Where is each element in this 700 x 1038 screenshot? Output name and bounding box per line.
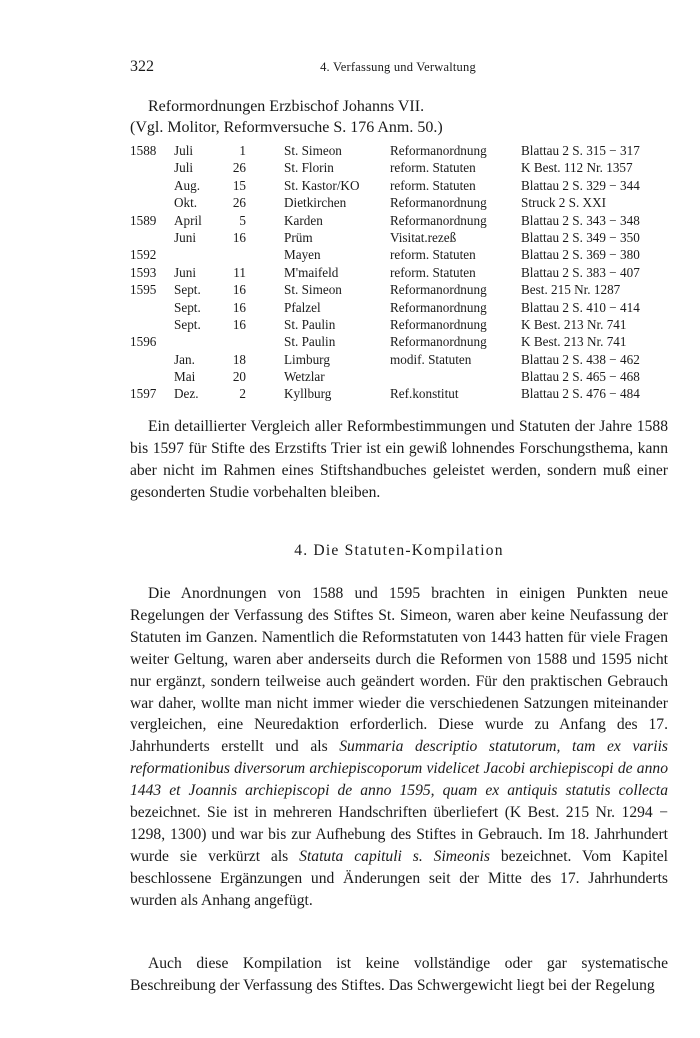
cell-source: Blattau 2 S. 465 − 468 xyxy=(521,369,640,385)
cell-place: Prüm xyxy=(284,229,313,245)
cell-kind: modif. Statuten xyxy=(390,351,472,367)
table-row xyxy=(130,300,667,317)
cell-day: 11 xyxy=(233,264,246,280)
cell-source: Blattau 2 S. 329 − 344 xyxy=(521,177,640,193)
cell-year xyxy=(130,352,174,369)
cell-source: K Best. 213 Nr. 741 xyxy=(521,316,627,332)
paragraph-statute-compilation xyxy=(130,583,668,912)
cell-kind: Reformanordnung xyxy=(390,143,487,158)
cell-spacer xyxy=(246,300,284,317)
cell-spacer xyxy=(246,282,284,299)
paragraph-text: Auch diese Kompilation ist keine vollständige oder gar systematische Beschreibung der Verfassung des Stiftes. Das Schwergewicht liegt bei der Regelung xyxy=(130,955,668,994)
cell-month: Juni xyxy=(174,229,196,245)
cell-month: Mai xyxy=(174,369,196,385)
table-row xyxy=(130,143,667,160)
cell-year: 1592 xyxy=(130,247,157,263)
cell-source: Blattau 2 S. 476 − 484 xyxy=(521,386,640,402)
cell-month: April xyxy=(174,212,202,228)
latin-title: Summaria descriptio statutorum, tam ex variis reformationibus diversorum archiepiscoporum videlicet Jacobi archiepiscopi de anno 1443 et Joannis archiepiscopi de anno 1595, quam ex antiquis statutis collecta xyxy=(130,738,668,800)
cell-place: Limburg xyxy=(284,351,330,367)
cell-place: Dietkirchen xyxy=(284,195,347,211)
cell-place: St. Kastor/KO xyxy=(284,177,360,193)
text-run: Die Anordnungen von 1588 und 1595 brachten in einigen Punkten neue Regelungen der Verfassung des Stiftes St. Simeon, waren aber keine Neufassung der Statuten im Ganzen. Namentlich die Reformstatuten von 1443 hatten für viele Fragen weiter Geltung, waren aber anderseits durch die Reformen von 1588 und 1595 nicht nur ergänzt, sondern teilweise auch geändert worden. Für den praktischen Gebrauch war daher, wollte man nicht immer wieder die verschiedenen Satzungen miteinander vergleichen, eine Neuredaktion erforderlich. Diese wurde zu Anfang des 17. Jahrhunderts erstellt und als xyxy=(130,585,668,756)
cell-kind: Reformanordnung xyxy=(390,195,487,211)
table-row xyxy=(130,195,667,212)
cell-spacer xyxy=(246,195,284,212)
cell-spacer xyxy=(246,265,284,282)
cell-year xyxy=(130,300,174,317)
cell-source: Blattau 2 S. 369 − 380 xyxy=(521,247,640,263)
cell-place: St. Paulin xyxy=(284,316,336,332)
cell-month: Juli xyxy=(174,143,194,158)
page-header xyxy=(130,58,666,78)
cell-year: 1593 xyxy=(130,264,157,280)
cell-spacer xyxy=(246,352,284,369)
cell-year xyxy=(130,369,174,386)
paragraph-comparison xyxy=(130,416,668,504)
cell-month xyxy=(174,334,222,351)
cell-day: 1 xyxy=(239,143,246,158)
cell-year: 1596 xyxy=(130,334,157,350)
cell-place: St. Florin xyxy=(284,160,334,176)
cell-month: Dez. xyxy=(174,386,199,402)
cell-spacer xyxy=(246,334,284,351)
paragraph-text xyxy=(130,583,668,912)
caption-line-1: Reformordnungen Erzbischof Johanns VII. xyxy=(148,98,425,115)
paragraph-compilation-scope xyxy=(130,953,668,997)
cell-day xyxy=(222,247,246,264)
cell-year xyxy=(130,317,174,334)
cell-kind: reform. Statuten xyxy=(390,160,476,176)
cell-day: 20 xyxy=(232,369,246,385)
cell-year: 1597 xyxy=(130,386,157,402)
cell-spacer xyxy=(246,213,284,230)
table-row xyxy=(130,247,667,264)
cell-place: St. Paulin xyxy=(284,334,336,350)
cell-year: 1589 xyxy=(130,212,157,228)
cell-place: St. Simeon xyxy=(284,143,342,158)
table-row xyxy=(130,230,667,247)
cell-kind: reform. Statuten xyxy=(390,177,476,193)
cell-year: 1595 xyxy=(130,282,157,298)
cell-kind: Reformanordnung xyxy=(390,334,487,350)
cell-spacer xyxy=(246,143,284,160)
table-row xyxy=(130,334,667,351)
cell-kind: Reformanordnung xyxy=(390,282,487,298)
cell-source: Blattau 2 S. 343 − 348 xyxy=(521,212,640,228)
cell-month: Okt. xyxy=(174,195,198,211)
cell-month: Juli xyxy=(174,160,194,176)
cell-day: 16 xyxy=(232,316,246,332)
cell-day: 16 xyxy=(232,299,246,315)
page-number: 322 xyxy=(130,58,154,75)
cell-day: 5 xyxy=(239,212,246,228)
reform-ordinances-table xyxy=(130,143,667,404)
short-title: Statuta capituli s. Simeonis xyxy=(299,847,490,865)
cell-spacer xyxy=(246,369,284,386)
table-row xyxy=(130,265,667,282)
table-caption xyxy=(130,96,443,138)
cell-kind: Reformanordnung xyxy=(390,212,487,228)
cell-month: Sept. xyxy=(174,282,201,298)
cell-source: K Best. 213 Nr. 741 xyxy=(521,334,627,350)
cell-year xyxy=(130,195,174,212)
table-row xyxy=(130,317,667,334)
caption-line-2: (Vgl. Molitor, Reformversuche S. 176 Anm. 50.) xyxy=(130,119,443,136)
cell-year xyxy=(130,178,174,195)
cell-source: Blattau 2 S. 315 − 317 xyxy=(521,143,640,158)
cell-month xyxy=(174,247,222,264)
cell-day: 18 xyxy=(232,351,246,367)
table-row xyxy=(130,213,667,230)
cell-spacer xyxy=(246,317,284,334)
cell-place: Pfalzel xyxy=(284,299,321,315)
cell-month: Juni xyxy=(174,264,196,280)
cell-source: Blattau 2 S. 410 − 414 xyxy=(521,299,640,315)
cell-spacer xyxy=(246,247,284,264)
cell-day xyxy=(222,334,246,351)
cell-spacer xyxy=(246,230,284,247)
cell-source: Best. 215 Nr. 1287 xyxy=(521,282,621,298)
cell-spacer xyxy=(246,178,284,195)
cell-kind: Visitat.rezeß xyxy=(390,229,457,245)
cell-spacer xyxy=(246,160,284,177)
text-run: bezeichnet. Vom Kapitel beschlossene Ergänzungen und Änderungen seit der Mitte des 17. Jahrhunderts wurden als Anhang angefügt. xyxy=(130,847,669,909)
paragraph-text: Ein detaillierter Vergleich aller Reformbestimmungen und Statuten der Jahre 1588 bis 1597 für Stifte des Erzstifts Trier ist ein gewiß lohnendes Forschungsthema, kann aber nicht im Rahmen eines Stiftshandbuches geleistet werden, sondern muß einer gesonderten Studie vorbehalten bleiben. xyxy=(130,418,668,501)
cell-day: 2 xyxy=(239,386,246,402)
cell-place: Mayen xyxy=(284,247,321,263)
table-row xyxy=(130,160,667,177)
cell-spacer xyxy=(246,386,284,403)
cell-kind: reform. Statuten xyxy=(390,247,476,263)
cell-kind xyxy=(390,369,521,386)
cell-source: K Best. 112 Nr. 1357 xyxy=(521,160,633,176)
cell-day: 15 xyxy=(232,177,246,193)
cell-year xyxy=(130,160,174,177)
cell-source: Blattau 2 S. 383 − 407 xyxy=(521,264,640,280)
table-row xyxy=(130,352,667,369)
cell-kind: Reformanordnung xyxy=(390,299,487,315)
cell-source: Blattau 2 S. 438 − 462 xyxy=(521,351,640,367)
cell-month: Sept. xyxy=(174,316,201,332)
cell-place: Kyllburg xyxy=(284,386,332,402)
section-heading: 4. Die Statuten-Kompilation xyxy=(294,542,504,559)
cell-day: 26 xyxy=(232,160,246,176)
running-title: 4. Verfassung und Verwaltung xyxy=(320,60,476,74)
table-row xyxy=(130,369,667,386)
table-row xyxy=(130,282,667,299)
cell-day: 26 xyxy=(232,195,246,211)
cell-kind: reform. Statuten xyxy=(390,264,476,280)
cell-source: Blattau 2 S. 349 − 350 xyxy=(521,229,640,245)
cell-kind: Ref.konstitut xyxy=(390,386,459,402)
cell-day: 16 xyxy=(232,282,246,298)
cell-source: Struck 2 S. XXI xyxy=(521,195,606,211)
cell-place: St. Simeon xyxy=(284,282,342,298)
cell-month: Jan. xyxy=(174,351,195,367)
cell-place: M'maifeld xyxy=(284,264,339,280)
cell-month: Aug. xyxy=(174,177,201,193)
cell-year: 1588 xyxy=(130,143,157,158)
cell-kind: Reformanordnung xyxy=(390,316,487,332)
text-run: bezeichnet. Sie ist in mehreren Handschriften überliefert (K Best. 215 Nr. 1294 − 1298, 1300) und war bis zur Aufhebung des Stiftes in Gebrauch. Im 18. Jahrhundert wurde sie verkürzt als xyxy=(130,804,668,865)
cell-month: Sept. xyxy=(174,299,201,315)
cell-year xyxy=(130,230,174,247)
table-row xyxy=(130,386,667,403)
cell-place: Karden xyxy=(284,212,323,228)
cell-day: 16 xyxy=(232,229,246,245)
table-row xyxy=(130,178,667,195)
cell-place: Wetzlar xyxy=(284,369,325,385)
